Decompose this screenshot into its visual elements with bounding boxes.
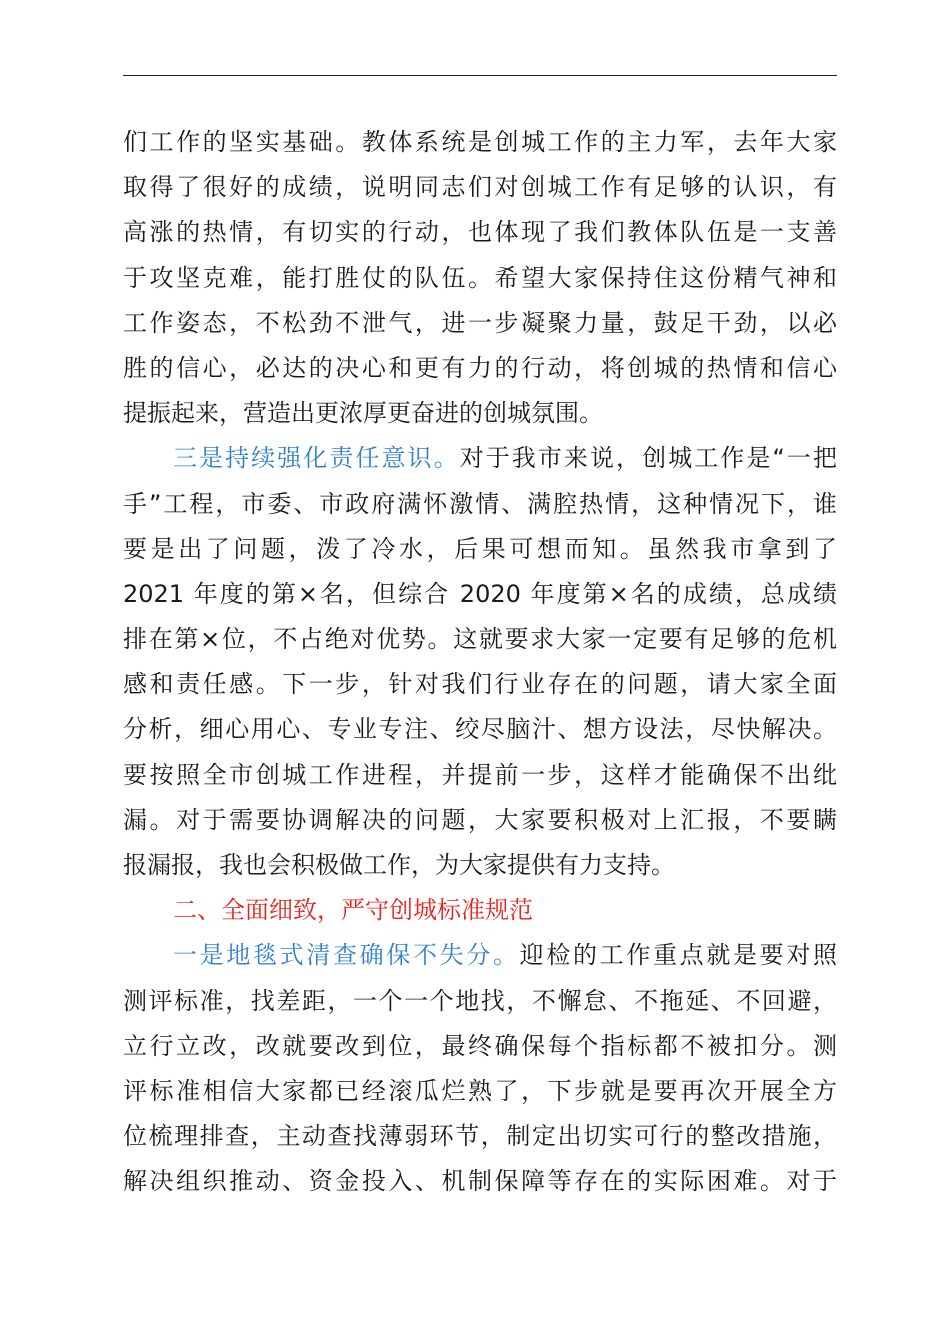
paragraph-inspection [123,933,837,1204]
text-line: 感和责任感。下一步，针对我们行业存在的问题，请大家全面 [123,670,837,699]
body-text [123,120,837,1205]
text-line: 们工作的坚实基础。教体系统是创城工作的主力军，去年大家 [123,128,837,156]
subheading-inspection: 一是地毯式清查确保不失分。 [173,941,520,970]
text-line-first [123,933,837,978]
text-line: 排在第×位，不占绝对优势。这就要求大家一定要有足够的危机 [123,625,837,654]
text-line: 评标准相信大家都已经滚瓜烂熟了，下步就是要再次开展全方 [123,1076,837,1105]
paragraph-responsibility [123,436,837,888]
text-line: 要按照全市创城工作进程，并提前一步，这样才能确保不出纰 [123,760,837,789]
header-rule [123,75,837,76]
text-line: 于攻坚克难，能打胜仗的队伍。希望大家保持住这份精气神和 [123,263,837,292]
text-line: 手”工程，市委、市政府满怀激情、满腔热情，这种情况下，谁 [123,489,837,518]
text-line: 测评标准，找差距，一个一个地找，不懈怠、不拖延、不回避， [123,986,837,1015]
text-line: 分析，细心用心、专业专注、绞尽脑汁、想方设法，尽快解决。 [123,715,837,744]
text-line-first [123,436,837,481]
text-line: 解决组织推动、资金投入、机制保障等存在的实际困难。对于 [123,1167,837,1196]
text-line: 漏。对于需要协调解决的问题，大家要积极对上汇报，不要瞒 [123,805,837,834]
subheading-responsibility: 三是持续强化责任意识。 [173,444,460,473]
section-heading: 二、全面细致，严守创城标准规范 [173,896,533,925]
text-line: 胜的信心，必达的决心和更有力的行动，将创城的热情和信心 [123,353,837,382]
text-line: 2021 年度的第×名，但综合 2020 年度第×名的成绩，总成绩 [123,579,837,608]
text-fragment: 迎检的工作重点就是要对照 [519,941,838,970]
text-line: 取得了很好的成绩，说明同志们对创城工作有足够的认识，有 [123,173,837,202]
text-line: 要是出了问题，泼了冷水，后果可想而知。虽然我市拿到了 [123,534,837,563]
paragraph-continuation [123,120,837,436]
text-line: 提振起来，营造出更浓厚更奋进的创城氛围。 [123,399,603,428]
text-line: 立行立改，改就要改到位，最终确保每个指标都不被扣分。测 [123,1031,837,1060]
text-fragment: 对于我市来说，创城工作是“一把 [459,444,837,473]
text-line: 工作姿态，不松劲不泄气，进一步凝聚力量，鼓足干劲，以必 [123,308,837,337]
text-line: 报漏报，我也会积极做工作，为大家提供有力支持。 [123,851,675,879]
text-line: 高涨的热情，有切实的行动，也体现了我们教体队伍是一支善 [123,218,837,247]
text-line: 位梳理排查，主动查找薄弱环节，制定出切实可行的整改措施， [123,1122,837,1151]
